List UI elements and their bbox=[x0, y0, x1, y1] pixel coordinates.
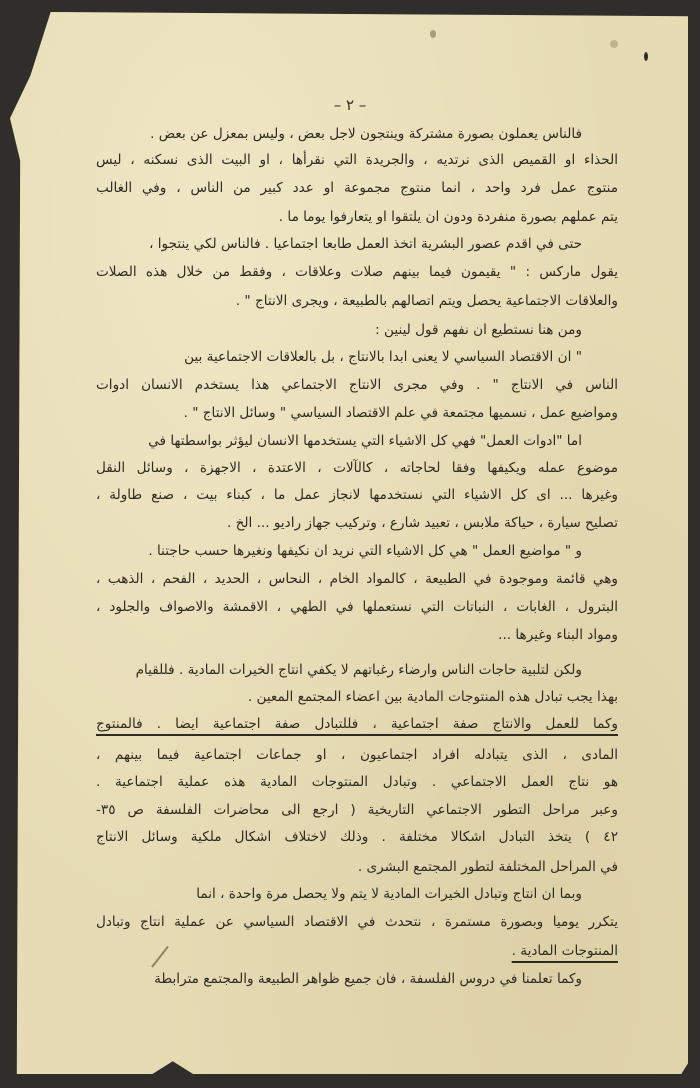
text-line: ومن هنا نستطيع ان نفهم قول لينين : bbox=[375, 322, 582, 338]
text-line: وغيرها ... اى كل الاشياء التي نستخدمها لانجاز عمل ما ، كبناء بيت ، صنع طاولة ، bbox=[96, 487, 618, 503]
text-line: والعلاقات الاجتماعية يحصل ويتم اتصالهم بالطبيعة ، ويجرى الانتاج " . bbox=[235, 293, 618, 309]
text-line: وعبر مراحل التطور الاجتماعي التاريخية ( ارجع الى محاضرات الفلسفة ص ٣٥- bbox=[96, 802, 618, 818]
text-line: فالناس يعملون بصورة مشتركة وينتجون لاجل بعض ، وليس بمعزل عن بعض . bbox=[150, 126, 582, 142]
text-line: وكما تعلمنا في دروس الفلسفة ، فان جميع ظواهر الطبيعة والمجتمع مترابطة bbox=[154, 971, 582, 987]
text-line: الناس في الانتاج " . وفي مجرى الانتاج الاجتماعي هذا يستخدم الانسان ادوات bbox=[96, 377, 618, 393]
text-line: في المراحل المختلفة لتطور المجتمع البشرى . bbox=[357, 859, 618, 875]
text-line: يتم عملهم بصورة منفردة ودون ان يلتقوا او يتعارفوا يوما ما . bbox=[278, 209, 618, 225]
stain-mark bbox=[644, 52, 648, 61]
text-line: هو نتاج العمل الاجتماعي . وتبادل المنتوجات المادية هذه عملية اجتماعية . bbox=[96, 774, 618, 790]
text-line: ومواد البناء وغيرها ... bbox=[498, 627, 618, 643]
text-line: البترول ، الغابات ، النباتات التي نستعملها في الطهي ، الاقمشة والاصواف والجلود ، bbox=[96, 599, 618, 615]
text-line: حتى في اقدم عصور البشرية اتخذ العمل طابعا اجتماعيا . فالناس لكي ينتجوا ، bbox=[149, 236, 582, 252]
quote-line: " ان الاقتصاد السياسي لا يعنى ابدا بالانتاج ، بل بالعلاقات الاجتماعية بين bbox=[184, 349, 582, 365]
text-line: منتوج عمل فرد واحد ، انما منتوج مجموعة او عدد كبير من الناس ، وفي الغالب bbox=[96, 180, 618, 196]
text-line: بهذا يجب تبادل هذه المنتوجات المادية بين اعضاء المجتمع المعين . bbox=[247, 689, 618, 705]
text-line: و " مواضيع العمل " هي كل الاشياء التي نريد ان نكيفها ونغيرها حسب حاجتنا . bbox=[148, 543, 582, 559]
stain-mark bbox=[430, 30, 436, 38]
text-line: وبما ان انتاج وتبادل الخيرات المادية لا يتم ولا يحصل مرة واحدة ، انما bbox=[196, 886, 582, 902]
text-line: يقول ماركس : " يقيمون فيما بينهم صلات وعلاقات ، وفقط من خلال هذه الصلات bbox=[96, 264, 618, 280]
text-line: اما "ادوات العمل" فهي كل الاشياء التي يستخدمها الانسان ليؤثر بواسطتها في bbox=[148, 433, 582, 449]
underlined-text-line: وكما للعمل والانتاج صفة اجتماعية ، فللتبادل صفة اجتماعية ايضا . فالمنتوج bbox=[96, 716, 618, 732]
text-line: موضوع عمله ويكيفها وفقا لحاجاته ، كالآلات ، الاعتدة ، الاجهزة ، وسائل النقل bbox=[96, 460, 618, 476]
text-line: ولكن لتلبية حاجات الناس وارضاء رغباتهم لا يكفي انتاج الخيرات المادية . فللقيام bbox=[135, 662, 582, 678]
text-line: ٤٢ ) يتخذ التبادل اشكالا مختلفة . وذلك لاختلاف اشكال ملكية وسائل الانتاج bbox=[96, 829, 618, 845]
text-line: الحذاء او القميص الذى نرتديه ، والجريدة التي نقرأها ، او البيت الذى نسكنه ، ليس bbox=[96, 152, 618, 168]
text-line: المادى ، الذى يتبادله افراد اجتماعيون ، او جماعات اجتماعية فيما بينهم ، bbox=[96, 747, 618, 763]
underlined-text-line: المنتوجات المادية . bbox=[511, 943, 618, 959]
text-line: ومواضيع عمل ، نسميها مجتمعة في علم الاقتصاد السياسي " وسائل الانتاج " . bbox=[183, 405, 618, 421]
text-line: يتكرر يوميا وبصورة مستمرة ، نتحدث في الاقتصاد السياسي عن عملية انتاج وتبادل bbox=[96, 914, 618, 930]
text-line: تصليح سيارة ، حياكة ملابس ، تعبيد شارع ، وتركيب جهاز راديو ... الخ . bbox=[226, 515, 618, 531]
text-line: وهي قائمة وموجودة في الطبيعة ، كالمواد الخام ، النحاس ، الحديد ، الفحم ، الذهب ، bbox=[96, 571, 618, 587]
page-number: – ٢ – bbox=[333, 96, 367, 114]
stain-mark bbox=[610, 40, 618, 48]
